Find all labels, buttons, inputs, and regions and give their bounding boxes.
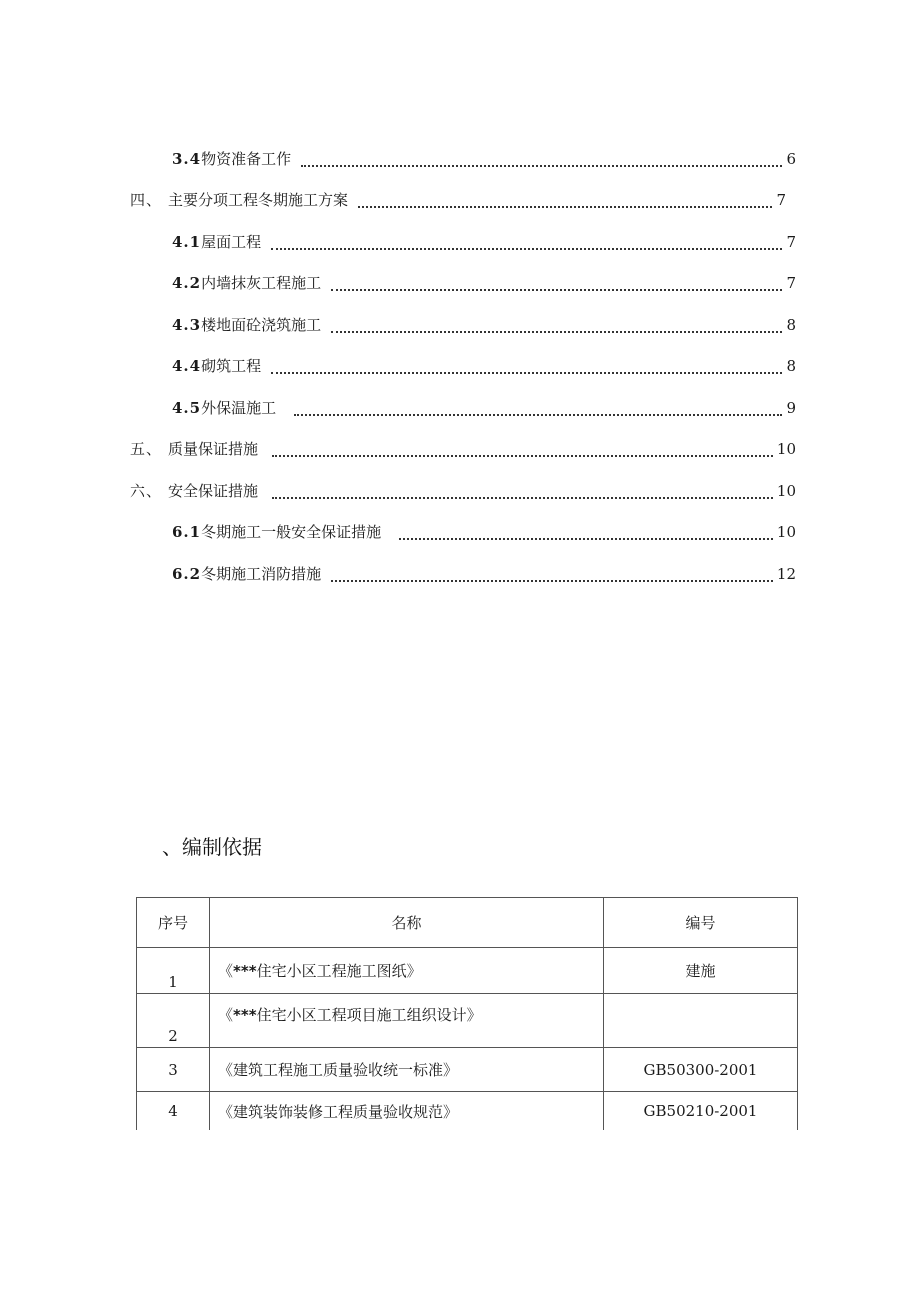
cell-name-prefix: 《: [218, 1061, 234, 1079]
toc-entry-page: 10: [776, 523, 796, 541]
toc-dot-leader: [358, 206, 772, 208]
toc-entry-number: 4.5: [172, 399, 202, 417]
toc-entry-chapter-4[interactable]: [130, 188, 786, 212]
cell-name: [210, 994, 604, 1048]
toc-entry-chapter-5[interactable]: [130, 437, 796, 461]
toc-entry-number: 4.3: [172, 316, 202, 334]
toc-entry-4-4[interactable]: [172, 354, 796, 378]
cell-name-prefix: 《: [218, 962, 234, 980]
table-row: [137, 948, 798, 994]
toc-entry-title: 屋面工程: [201, 233, 262, 251]
cell-name: [210, 948, 604, 994]
toc-entry-6-1[interactable]: [172, 520, 796, 544]
toc-dot-leader: [294, 414, 782, 416]
cell-code: GB50300-2001: [604, 1048, 798, 1092]
toc-dot-leader: [331, 580, 773, 582]
cell-name-stars: ***: [233, 962, 257, 980]
cell-code: 建施: [604, 948, 798, 994]
table-row: [137, 994, 798, 1048]
toc-entry-title: 冬期施工一般安全保证措施: [201, 523, 382, 541]
cell-name-rest: 住宅小区工程施工图纸》: [256, 962, 422, 980]
header-seq: 序号: [137, 898, 210, 948]
cell-name: [210, 1092, 604, 1131]
toc-entry-title: 内墙抹灰工程施工: [201, 274, 322, 292]
toc-entry-4-3[interactable]: [172, 313, 796, 337]
table-row: [137, 1092, 798, 1131]
toc-entry-page: 8: [786, 357, 796, 375]
toc-entry-number: 4.2: [172, 274, 202, 292]
header-code: 编号: [604, 898, 798, 948]
toc-entry-page: 7: [786, 274, 796, 292]
cell-name-rest: 住宅小区工程项目施工组织设计》: [256, 1006, 482, 1024]
toc-entry-chapter-6[interactable]: [130, 479, 796, 503]
toc-entry-4-5[interactable]: [172, 396, 796, 420]
cell-seq: 1: [137, 948, 210, 994]
cell-seq: 3: [137, 1048, 210, 1092]
toc-entry-title: 砌筑工程: [201, 357, 262, 375]
toc-entry-number: 3.4: [172, 150, 202, 168]
toc-entry-title: 质量保证措施: [168, 440, 259, 458]
cell-code: [604, 994, 798, 1048]
toc-entry-title: 物资准备工作: [201, 150, 292, 168]
toc-entry-title: 外保温施工: [201, 399, 277, 417]
toc-entry-page: 12: [776, 565, 796, 583]
cell-name-stars: ***: [233, 1006, 257, 1024]
toc-entry-number: 4.4: [172, 357, 202, 375]
cell-name-prefix: 《: [218, 1102, 234, 1121]
toc-entry-4-2[interactable]: [172, 271, 796, 295]
toc-dot-leader: [301, 165, 782, 167]
section-heading: 、编制依据: [162, 835, 262, 859]
toc-entry-title: 楼地面砼浇筑施工: [201, 316, 322, 334]
toc-entry-page: 6: [786, 150, 796, 168]
table-row: [137, 1048, 798, 1092]
toc-entry-page: 8: [786, 316, 796, 334]
cell-seq: 4: [137, 1092, 210, 1131]
toc-entry-page: 7: [786, 233, 796, 251]
cell-name: [210, 1048, 604, 1092]
cell-seq: 2: [137, 994, 210, 1048]
toc-entry-6-2[interactable]: [172, 562, 796, 586]
toc-entry-number: 6.2: [172, 565, 202, 583]
cell-name-rest: 建筑装饰装修工程质量验收规范》: [233, 1102, 459, 1121]
header-name: 名称: [210, 898, 604, 948]
toc-entry-page: 10: [776, 482, 796, 500]
cell-name-rest: 建筑工程施工质量验收统一标准》: [233, 1061, 459, 1079]
toc-dot-leader: [399, 538, 773, 540]
toc-entry-page: 9: [786, 399, 796, 417]
basis-table: [136, 897, 798, 1130]
table-header-row: [137, 898, 798, 948]
toc-dot-leader: [271, 248, 782, 250]
toc-dot-leader: [331, 331, 782, 333]
toc-dot-leader: [272, 455, 773, 457]
toc-entry-page: 10: [776, 440, 796, 458]
cell-code: GB50210-2001: [604, 1092, 798, 1131]
toc-entry-3-4[interactable]: [172, 147, 796, 171]
toc-dot-leader: [271, 372, 782, 374]
toc-entry-page: 7: [776, 191, 786, 209]
toc-entry-number: 五、: [130, 440, 163, 458]
toc-entry-number: 四、: [130, 191, 163, 209]
toc-dot-leader: [272, 497, 773, 499]
toc-entry-title: 安全保证措施: [168, 482, 259, 500]
toc-entry-title: 冬期施工消防措施: [201, 565, 322, 583]
toc-entry-number: 6.1: [172, 523, 202, 541]
toc-entry-title: 主要分项工程冬期施工方案: [168, 191, 349, 209]
toc-entry-4-1[interactable]: [172, 230, 796, 254]
toc-entry-number: 六、: [130, 482, 163, 500]
toc-entry-number: 4.1: [172, 233, 202, 251]
toc-dot-leader: [331, 289, 782, 291]
cell-name-prefix: 《: [218, 1006, 234, 1024]
